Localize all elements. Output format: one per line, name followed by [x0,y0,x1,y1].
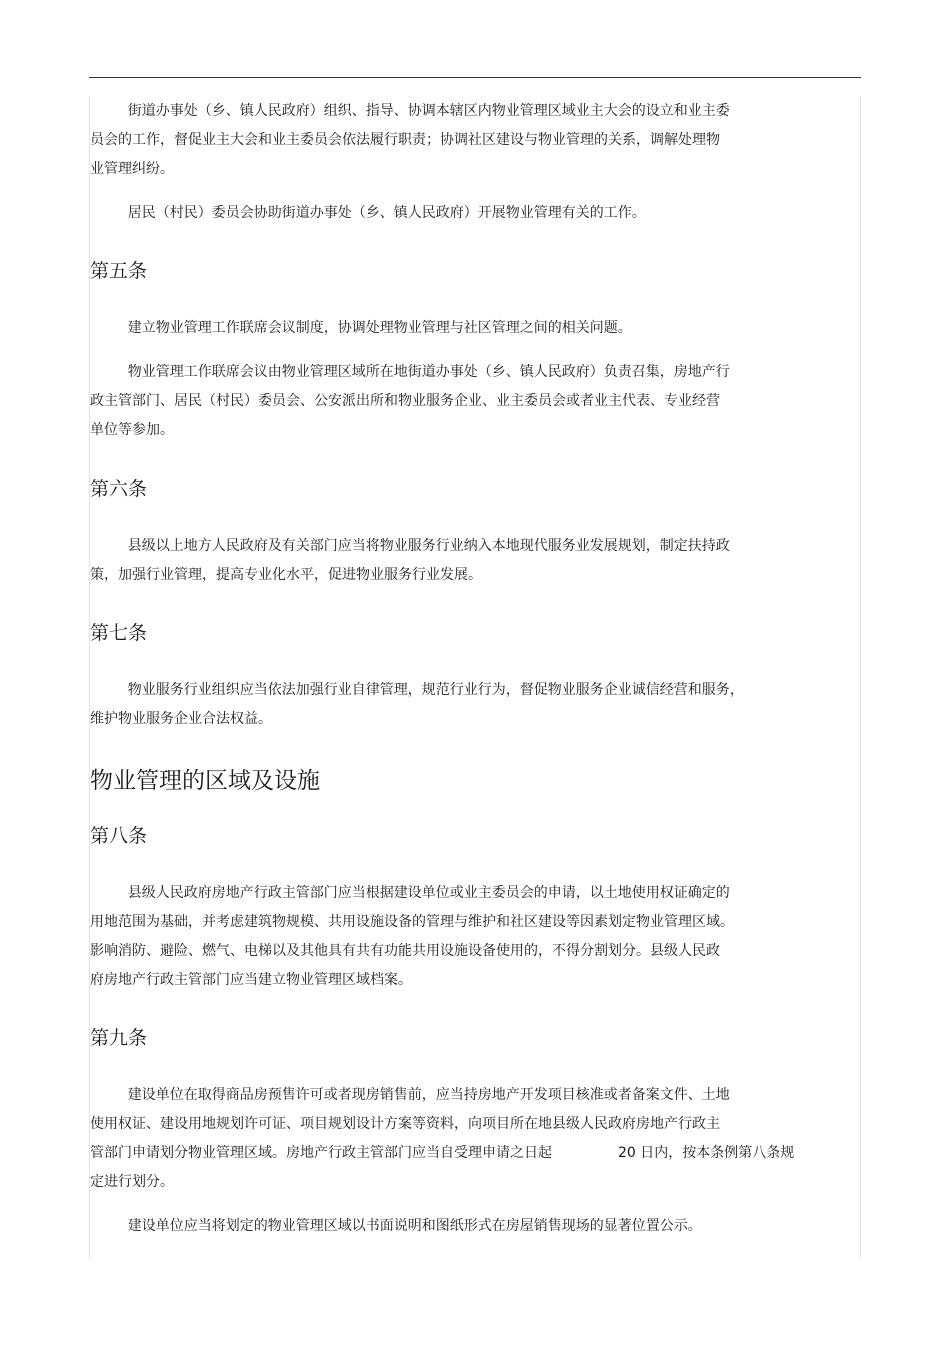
article7-heading: 第七条 [90,622,148,644]
text-segment: 20 日内，按本条例第八条规 [618,1145,795,1161]
article4-paragraph-2 [90,199,780,228]
text-line: 业管理纠纷。 [90,161,174,177]
text-line: 建立物业管理工作联席会议制度，协调处理物业管理与社区管理之间的相关问题。 [127,320,632,336]
text-line: 物业管理工作联席会议由物业管理区域所在地街道办事处（乡、镇人民政府）负责召集，房地产行 [127,364,730,380]
text-line: 街道办事处（乡、镇人民政府）组织、指导、协调本辖区内物业管理区域业主大会的设立和业主委 [127,103,730,119]
article5-heading: 第五条 [90,260,148,282]
text-line: 府房地产行政主管部门应当建立物业管理区域档案。 [90,972,412,988]
text-line: 物业服务行业组织应当依法加强行业自律管理，规范行业行为，督促物业服务企业诚信经营和服务， [127,682,744,698]
header-rule [89,77,861,78]
section-title: 物业管理的区域及设施 [90,768,320,794]
text-segment: 管部门申请划分物业管理区域。房地产行政主管部门应当自受理申请之日起 [90,1145,552,1161]
article5-paragraph-2 [90,358,780,445]
article9-paragraph-1 [90,1081,795,1197]
document-body [90,97,795,1241]
article8-paragraph-1 [90,879,780,995]
text-line: 县级以上地方人民政府及有关部门应当将物业服务行业纳入本地现代服务业发展规划，制定扶持政 [127,538,730,554]
article6-paragraph-1 [90,532,780,590]
article9-paragraph-2 [90,1212,780,1241]
text-line: 用地范围为基础，并考虑建筑物规模、共用设施设备的管理与维护和社区建设等因素划定物业管理区域。 [90,914,734,930]
article6-heading: 第六条 [90,478,148,500]
text-line: 影响消防、避险、燃气、电梯以及其他具有共有功能共用设施设备使用的，不得分割划分。县级人民政 [90,943,720,959]
article5-paragraph-1 [90,314,780,343]
text-line: 居民（村民）委员会协助街道办事处（乡、镇人民政府）开展物业管理有关的工作。 [127,205,646,221]
article9-heading: 第九条 [90,1027,148,1049]
text-line: 县级人民政府房地产行政主管部门应当根据建设单位或业主委员会的申请，以土地使用权证确定的 [127,885,730,901]
text-line [90,1139,835,1168]
text-line: 政主管部门、居民（村民）委员会、公安派出所和物业服务企业、业主委员会或者业主代表、专业经营 [90,393,720,409]
page-frame-right [860,96,861,1258]
text-line: 定进行划分。 [90,1174,174,1190]
text-line: 策，加强行业管理，提高专业化水平，促进物业服务行业发展。 [90,567,482,583]
text-line: 使用权证、建设用地规划许可证、项目规划设计方案等资料，向项目所在地县级人民政府房地产行政主 [90,1116,720,1132]
text-line: 建设单位在取得商品房预售许可或者现房销售前，应当持房地产开发项目核准或者备案文件、土地 [127,1087,730,1103]
text-line: 员会的工作，督促业主大会和业主委员会依法履行职责；协调社区建设与物业管理的关系，调解处理物 [90,132,720,148]
text-line: 维护物业服务企业合法权益。 [90,711,272,727]
text-line: 单位等参加。 [90,422,174,438]
article4-paragraph-1 [90,97,780,184]
text-line: 建设单位应当将划定的物业管理区域以书面说明和图纸形式在房屋销售现场的显著位置公示。 [127,1218,702,1234]
article8-heading: 第八条 [90,825,148,847]
article7-paragraph-1 [90,676,780,734]
